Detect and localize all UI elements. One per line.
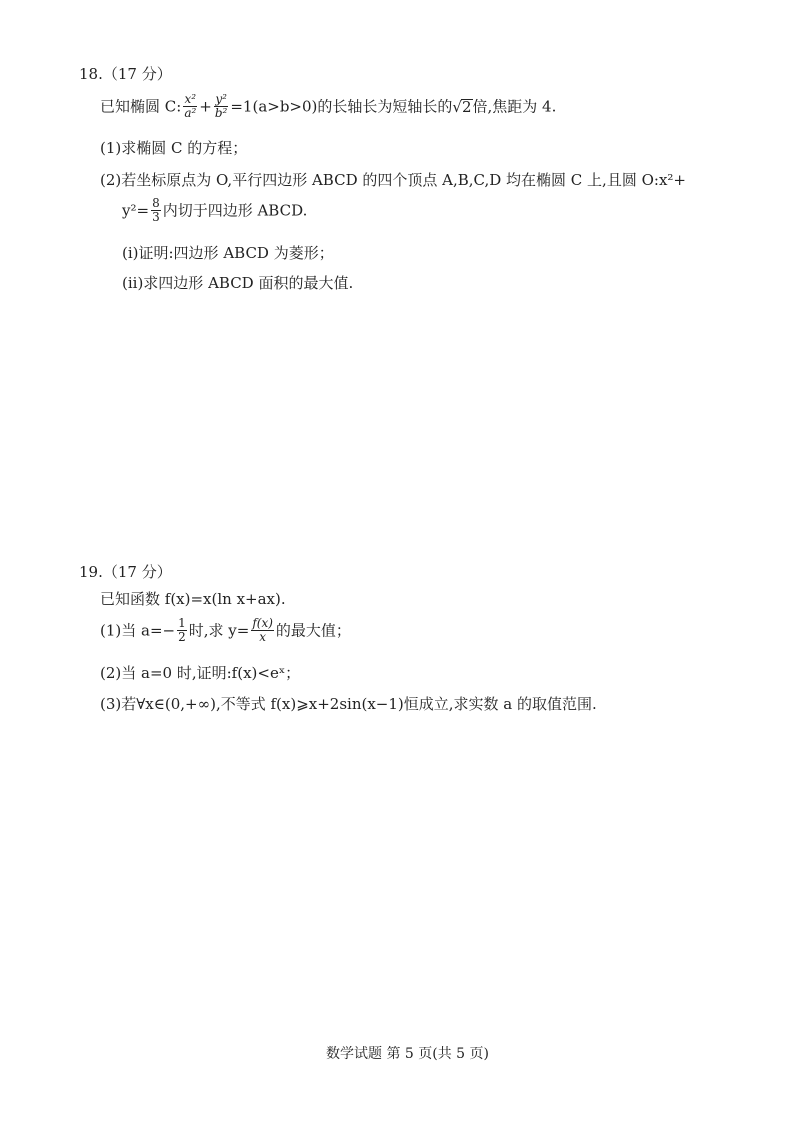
q19-part1-frac-num: 1 <box>178 616 186 630</box>
q19-part1-frac2-num: f(x) <box>252 616 273 630</box>
q19-part1-frac2-den: x <box>259 630 267 644</box>
q19-part1-mid: 时,求 y= <box>188 621 250 640</box>
q19-frac-fx-x <box>251 617 274 644</box>
q18-part2-pre: y²= <box>122 201 150 220</box>
q18-frac-y2-b2 <box>214 93 229 120</box>
q18-statement-post2: 倍,焦距为 4. <box>472 97 557 116</box>
q19-intro: 已知函数 f(x)=x(ln x+ax). <box>100 590 286 608</box>
q18-sub-i: (i)证明:四边形 ABCD 为菱形； <box>122 244 334 262</box>
q18-part2-line2 <box>122 198 307 225</box>
q18-header: 18.（17 分） <box>79 65 172 83</box>
q18-part1: (1)求椭圆 C 的方程； <box>100 139 248 157</box>
q18-part2-frac-den: 3 <box>152 210 160 224</box>
q18-statement-pre: 已知椭圆 C: <box>100 97 182 116</box>
q18-frac-x2-a2 <box>183 93 197 120</box>
q18-statement-post: =1(a>b>0)的长轴长为短轴长的 <box>230 97 453 116</box>
q18-frac1-den: a² <box>184 106 197 120</box>
q19-part1-post: 的最大值； <box>275 621 351 640</box>
q19-part1-pre: (1)当 a=− <box>100 621 176 640</box>
q19-part1-frac-den: 2 <box>178 630 186 644</box>
q19-header: 19.（17 分） <box>79 563 172 581</box>
page-footer: 数学试题 第 5 页(共 5 页) <box>326 1046 489 1062</box>
q18-part2-post: 内切于四边形 ABCD. <box>162 201 308 220</box>
q18-part2-frac-num: 8 <box>152 196 160 210</box>
q19-part3: (3)若∀x∈(0,+∞),不等式 f(x)⩾x+2sin(x−1)恒成立,求实数 a 的取值范围. <box>100 695 597 713</box>
sqrt-icon: √ <box>452 97 462 116</box>
q18-frac-8-3 <box>151 197 161 224</box>
q18-sub-ii: (ii)求四边形 ABCD 面积的最大值. <box>122 274 354 292</box>
q18-frac1-num: x² <box>184 92 197 106</box>
q18-part2-line1: (2)若坐标原点为 O,平行四边形 ABCD 的四个顶点 A,B,C,D 均在椭圆 C 上,且圆 O:x²+ <box>100 171 686 189</box>
q18-frac2-num: y² <box>215 92 227 106</box>
q19-frac-1-2 <box>177 617 187 644</box>
q18-frac2-den: b² <box>214 106 228 120</box>
q18-statement <box>100 94 556 121</box>
q19-part2: (2)当 a=0 时,证明:f(x)<eˣ； <box>100 664 301 682</box>
q18-plus: + <box>199 97 212 116</box>
q18-sqrt-value: 2 <box>461 97 472 116</box>
q19-part1 <box>100 618 351 645</box>
